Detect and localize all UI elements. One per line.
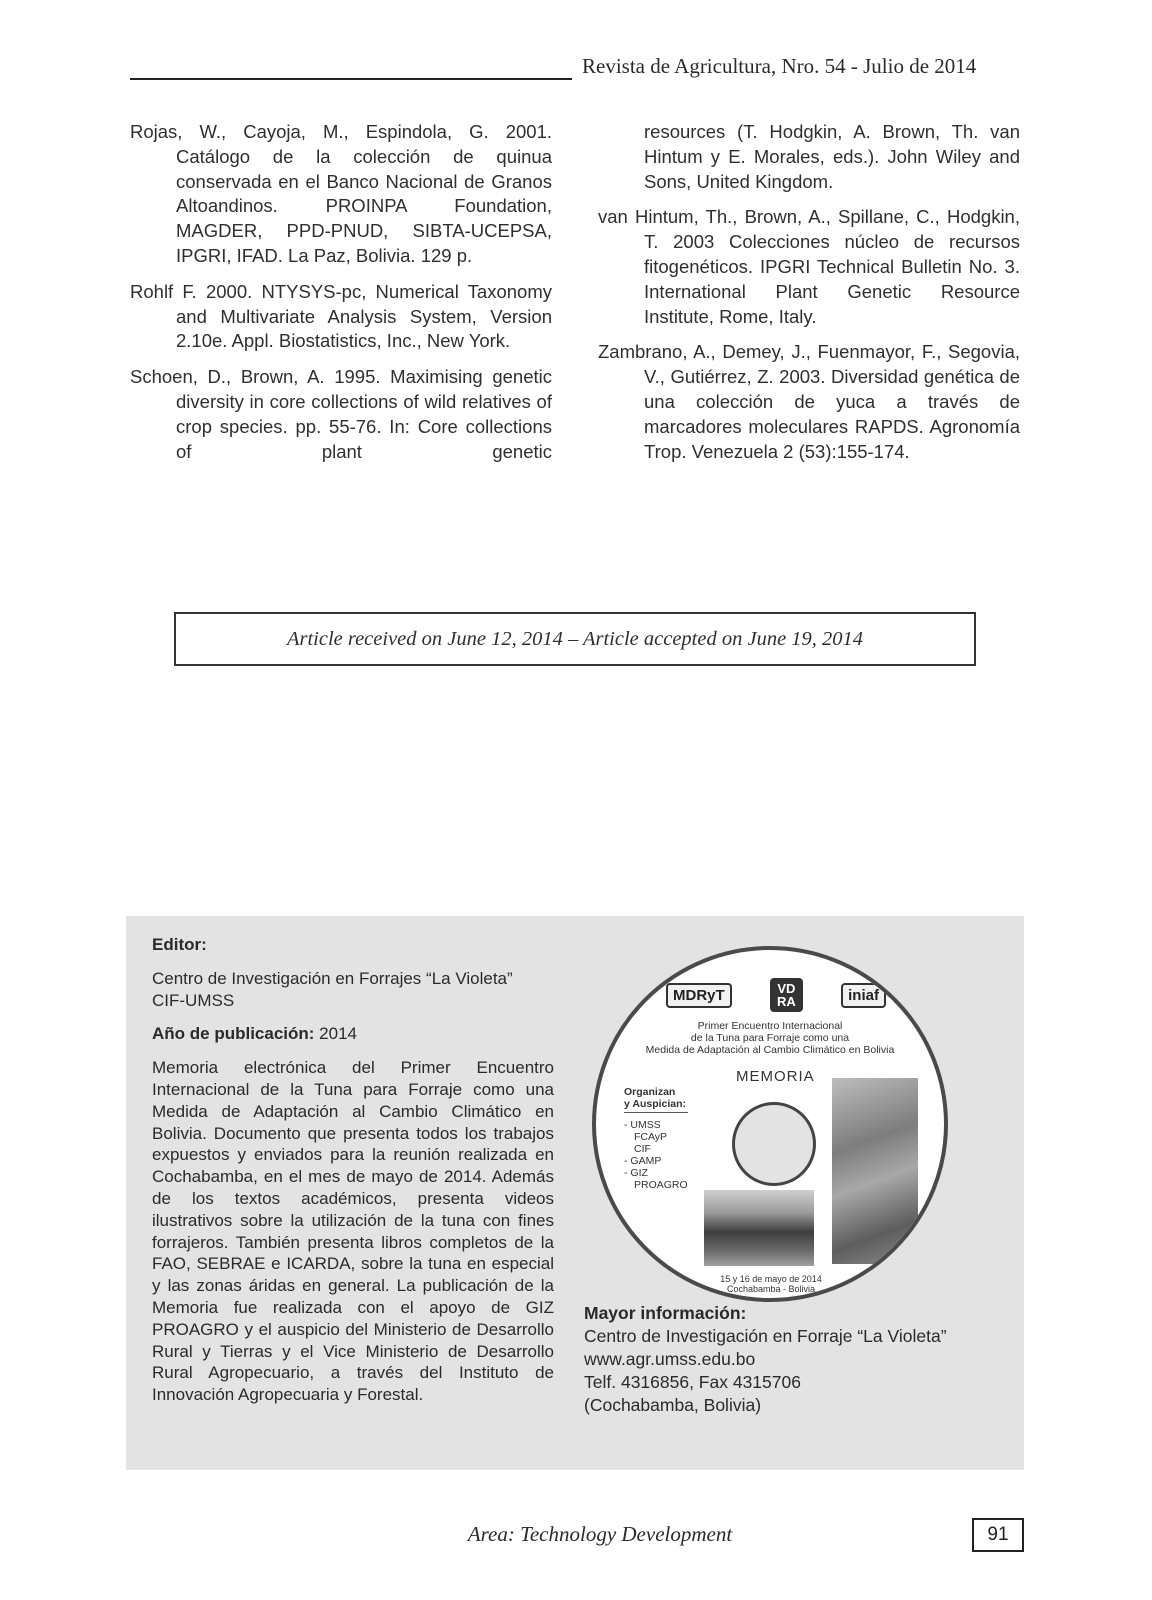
year-label: Año de publicación: [152,1024,315,1044]
vdra-logo: VD RA [770,978,803,1012]
reference-schoen: Schoen, D., Brown, A. 1995. Maximising genetic diversity in core collections of wild relatives of crop species. pp. 55-76. In: Core collections of plant genetic [130,366,552,462]
references-right-column [598,120,1020,475]
editor-abbrev: CIF-UMSS [152,990,235,1010]
more-info-location: (Cochabamba, Bolivia) [584,1395,762,1415]
reference-zambrano: Zambrano, A., Demey, J., Fuenmayor, F., Segovia, V., Gutiérrez, Z. 2003. Diversidad genética de una colección de yuca a través de marcadores moleculares RAPDS. Agronomía Trop. Venezuela 2 (53):155-174. [598,341,1020,462]
disc-center-hole [732,1102,816,1186]
editor-label: Editor: [152,935,207,954]
references-left-column [130,120,552,475]
reference-rohlf: Rohlf F. 2000. NTYSYS-pc, Numerical Taxonomy and Multivariate Analysis System, Version 2.10e. Appl. Biostatistics, Inc., New York. [130,280,552,352]
editor-name: Centro de Investigación en Forrajes “La Violeta” [152,968,513,988]
disc-organizers: Organizan y Auspician: - UMSS FCAyP CIF - GAMP - GIZ PROAGRO [624,1086,688,1191]
more-info [584,1302,1004,1417]
cactus-photo [832,1078,918,1264]
more-info-center: Centro de Investigación en Forraje “La Violeta” [584,1326,947,1346]
header-rule [130,78,572,80]
memoria-description: Memoria electrónica del Primer Encuentro Internacional de la Tuna para Forraje como una Medida de Adaptación al Cambio Climático en Bolivia. Documento que presenta todos los trabajos expuestos y enviados para la reunión realizada en Cochabamba, en el mes de mayo de 2014. Además de los textos académicos, presenta videos ilustrativos sobre la utilización de la tuna con fines forrajeros. También presenta libros completos de la FAO, SEBRAE e ICARDA, sobre la tuna en especial y las zonas áridas en general. La publicación de la Memoria fue realizada con el apoyo de GIZ PROAGRO y el auspicio del Ministerio de Desarrollo Rural y Tierras y el Vice Ministerio de Desarrollo Rural Agropecuario, a través del Instituto de Innovación Agropecuaria y Forestal. [152,1058,554,1405]
more-info-phone: Telf. 4316856, Fax 4315706 [584,1372,801,1392]
memoria-info-panel [126,916,1024,1470]
disc-date: 15 y 16 de mayo de 2014 Cochabamba - Bolivia [720,1274,822,1294]
more-info-website: www.agr.umss.edu.bo [584,1349,756,1369]
reference-van-hintum: van Hintum, Th., Brown, A., Spillane, C., Hodgkin, T. 2003 Colecciones núcleo de recursos fitogenéticos. IPGRI Technical Bulletin No. 3. International Plant Genetic Resource Institute, Rome, Italy. [598,206,1020,327]
reference-rojas: Rojas, W., Cayoja, M., Espindola, G. 2001. Catálogo de la colección de quinua conservada en el Banco Nacional de Granos Altoandinos. PROINPA Foundation, MAGDER, PPD-PNUD, SIBTA-UCEPSA, IPGRI, IFAD. La Paz, Bolivia. 129 p. [130,121,552,266]
footer-area-label: Area: Technology Development [467,1522,733,1546]
cattle-photo [704,1190,814,1266]
iniaf-logo: iniaf [841,983,886,1008]
more-info-label: Mayor información: [584,1303,747,1323]
disc-title: Primer Encuentro Internacional de la Tuna para Forraje como una Medida de Adaptación al Cambio Climático en Bolivia [645,1020,895,1056]
journal-header: Revista de Agricultura, Nro. 54 - Julio de 2014 [582,54,977,78]
year-value: 2014 [314,1024,357,1044]
memoria-cd-image [592,946,948,1302]
article-received-notice: Article received on June 12, 2014 – Article accepted on June 19, 2014 [174,612,976,666]
reference-schoen-continued: resources (T. Hodgkin, A. Brown, Th. van Hintum y E. Morales, eds.). John Wiley and Sons, United Kingdom. [644,121,1020,192]
disc-memoria-label: MEMORIA [736,1068,815,1085]
mdryt-logo: MDRyT [666,983,732,1008]
disc-logos [666,978,886,1012]
page-number: 91 [972,1518,1024,1552]
info-left-column [152,934,554,1406]
